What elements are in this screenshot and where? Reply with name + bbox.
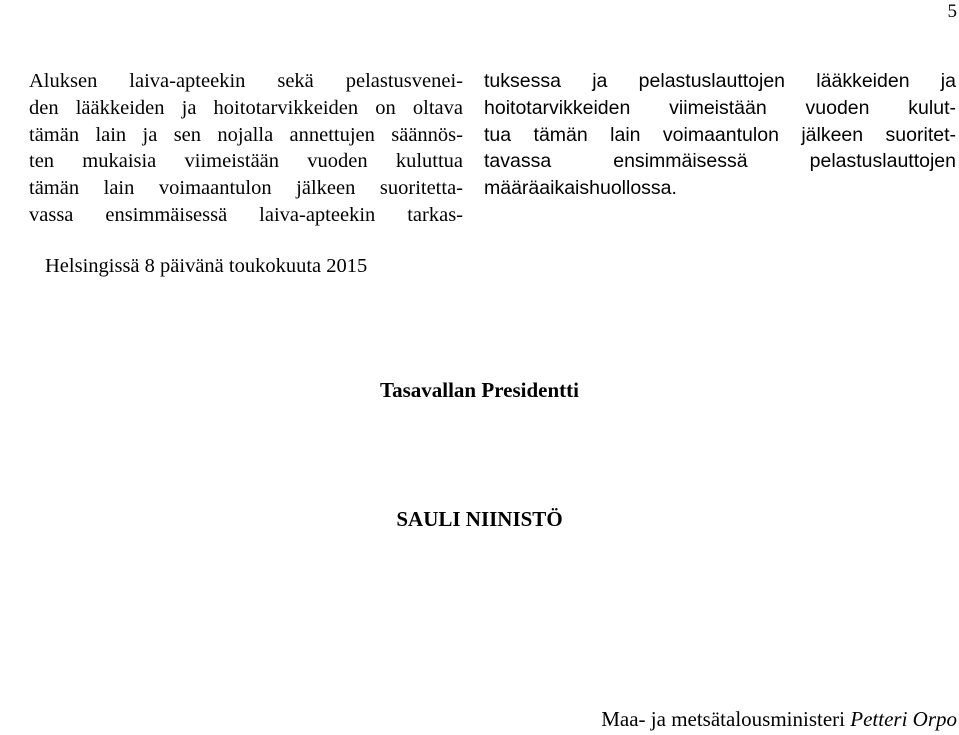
left-column-line: ten mukaisia viimeistään vuoden kuluttua	[29, 150, 463, 173]
minister-signature	[601, 705, 957, 733]
right-text-column	[484, 68, 956, 202]
minister-title: Maa- ja metsätalousministeri	[601, 707, 846, 731]
right-column-line: tua tämän lain voimaantulon jälkeen suoritet-	[484, 123, 956, 146]
right-column-line: tuksessa ja pelastuslauttojen lääkkeiden ja	[484, 70, 956, 92]
left-text-column	[29, 68, 463, 229]
left-column-line: Aluksen laiva-apteekin sekä pelastusvenei-	[29, 70, 463, 92]
date-line: Helsingissä 8 päivänä toukokuuta 2015	[45, 255, 368, 277]
left-column-line: tämän lain voimaantulon jälkeen suoritetta-	[29, 177, 463, 200]
page-number: 5	[947, 1, 957, 22]
president-name: SAULI NIINISTÖ	[396, 507, 563, 531]
right-column-line: hoitotarvikkeiden viimeistään vuoden kulut-	[484, 96, 956, 119]
right-column-line: tavassa ensimmäisessä pelastuslauttojen	[484, 150, 956, 173]
minister-name: Petteri Orpo	[850, 707, 957, 731]
left-column-line: tämän lain ja sen nojalla annettujen säännös-	[29, 123, 463, 146]
left-column-line: vassa ensimmäisessä laiva-apteekin tarkas-	[29, 203, 463, 226]
right-column-line: määräaikaishuollossa.	[484, 177, 677, 200]
left-column-line: den lääkkeiden ja hoitotarvikkeiden on oltava	[29, 96, 463, 119]
signature-title: Tasavallan Presidentti	[380, 378, 579, 402]
